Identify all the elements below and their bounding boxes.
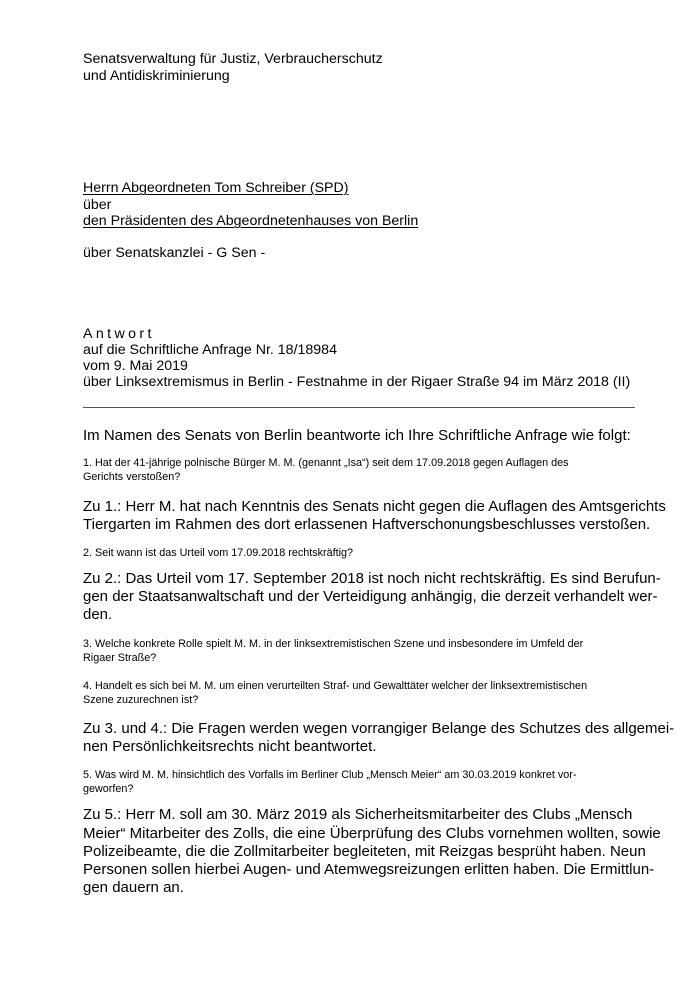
recipient-chancellery: über Senatskanzlei - G Sen -	[83, 245, 266, 261]
answer-2-line-2: gen der Staatsanwaltschaft und der Verteidigung anhängig, die derzeit verhandelt wer-	[83, 588, 658, 605]
subject-date: vom 9. Mai 2019	[83, 358, 188, 374]
question-2-line-1: 2. Seit wann ist das Urteil vom 17.09.2018 rechtskräftig?	[83, 547, 354, 559]
subject-topic: über Linksextremismus in Berlin - Festnahme in der Rigaer Straße 94 im März 2018 (II)	[83, 374, 631, 390]
recipient-president: den Präsidenten des Abgeordnetenhauses von Berlin	[83, 213, 419, 229]
answer-2-line-1: Zu 2.: Das Urteil vom 17. September 2018 ist noch nicht rechtskräftig. Es sind Berufun-	[83, 570, 661, 587]
answer-5-line-2: Meier“ Mitarbeiter des Zolls, die eine Überprüfung des Clubs vornehmen wollten, sowie	[83, 825, 661, 842]
answer-2-line-3: den.	[83, 606, 113, 623]
question-1-line-2: Gerichts verstoßen?	[83, 471, 181, 483]
answer-1-line-2: Tiergarten im Rahmen des dort erlassenen Haftverschonungsbeschlusses verstoßen.	[83, 516, 651, 533]
question-3-line-2: Rigaer Straße?	[83, 652, 157, 664]
answer-5-line-3: Polizeibeamte, die die Zollmitarbeiter begleiteten, mit Reizgas besprüht haben. Neun	[83, 843, 646, 860]
answer-5-line-1: Zu 5.: Herr M. soll am 30. März 2019 als Sicherheitsmitarbeiter des Clubs „Mensch	[83, 806, 633, 823]
question-5-line-2: geworfen?	[83, 783, 134, 795]
recipient-via: über	[83, 197, 112, 213]
intro-text: Im Namen des Senats von Berlin beantworte ich Ihre Schriftliche Anfrage wie folgt:	[83, 427, 631, 444]
answer-3-4-line-2: nen Persönlichkeitsrechts nicht beantwortet.	[83, 738, 377, 755]
answer-3-4-line-1: Zu 3. und 4.: Die Fragen werden wegen vorrangiger Belange des Schutzes des allgemei-	[83, 720, 675, 737]
answer-1-line-1: Zu 1.: Herr M. hat nach Kenntnis des Senats nicht gegen die Auflagen des Amtsgerichts	[83, 498, 666, 515]
subject-inquiry: auf die Schriftliche Anfrage Nr. 18/18984	[83, 342, 337, 358]
sender-line-1: Senatsverwaltung für Justiz, Verbraucherschutz	[83, 51, 383, 67]
question-3-line-1: 3. Welche konkrete Rolle spielt M. M. in der linksextremistischen Szene und insbesondere im Umfeld der	[83, 638, 584, 650]
recipient-name: Herrn Abgeordneten Tom Schreiber (SPD)	[83, 180, 349, 196]
separator-rule	[83, 407, 635, 408]
question-4-line-1: 4. Handelt es sich bei M. M. um einen verurteilten Straf- und Gewalttäter welcher der linksextremistischen	[83, 680, 588, 692]
answer-5-line-5: gen dauern an.	[83, 879, 184, 896]
sender-line-2: und Antidiskriminierung	[83, 68, 230, 84]
subject-heading: Antwort	[83, 326, 155, 342]
question-1-line-1: 1. Hat der 41-jährige polnische Bürger M. M. (genannt „Isa“) seit dem 17.09.2018 gegen Auflagen des	[83, 457, 569, 469]
question-5-line-1: 5. Was wird M. M. hinsichtlich des Vorfalls im Berliner Club „Mensch Meier“ am 30.03.2019 konkret vor-	[83, 769, 577, 781]
question-4-line-2: Szene zuzurechnen ist?	[83, 694, 199, 706]
answer-5-line-4: Personen sollen hierbei Augen- und Atemwegsreizungen erlitten haben. Die Ermittlun-	[83, 861, 655, 878]
